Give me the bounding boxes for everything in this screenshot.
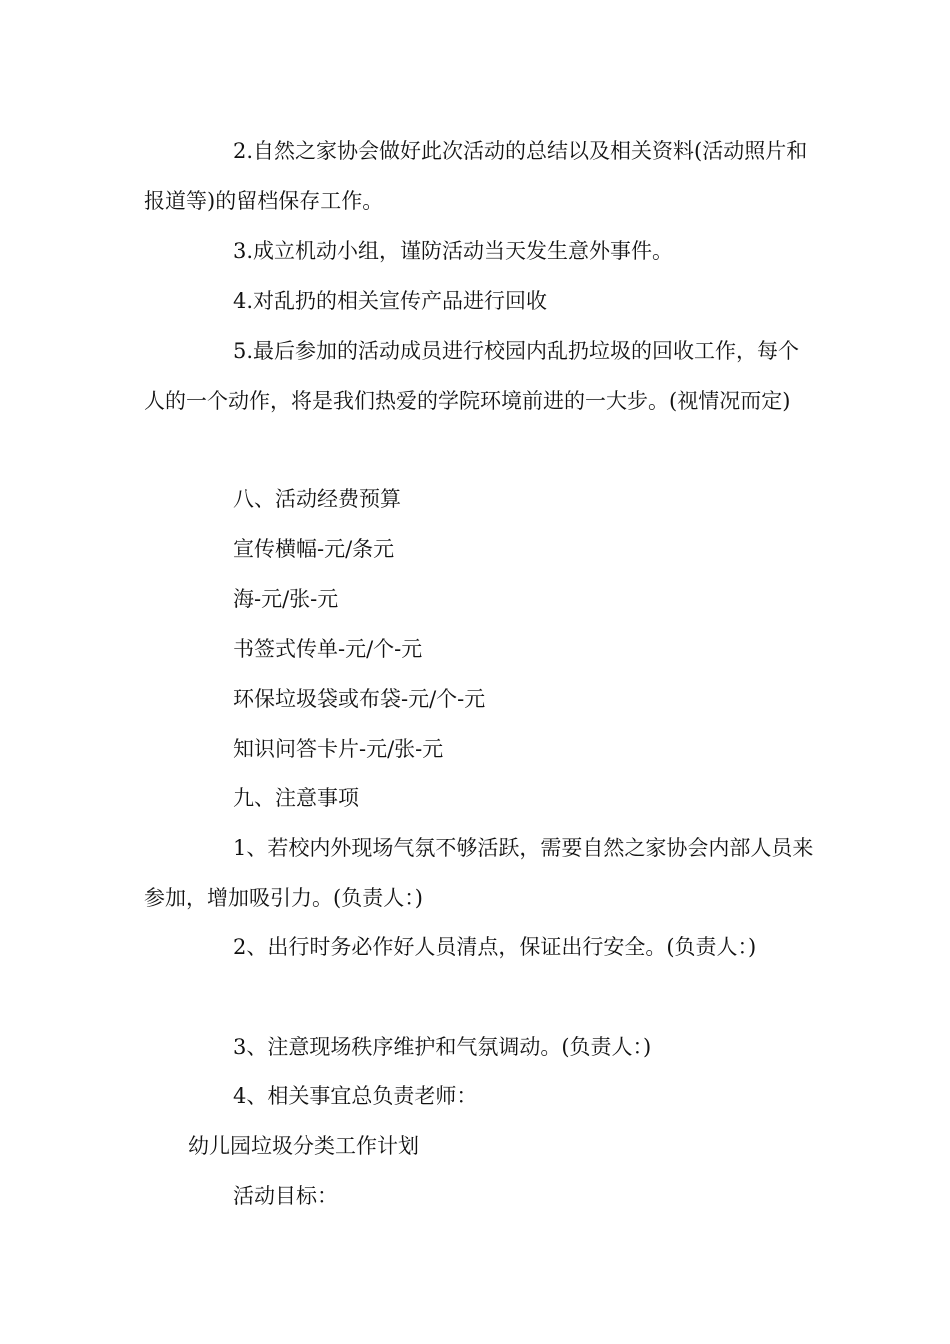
budget-item-eco-bag: 环保垃圾袋或布袋-元/个-元 [233, 687, 486, 711]
budget-item-banner: 宣传横幅-元/条元 [233, 537, 395, 561]
section-heading-notes: 九、注意事项 [233, 786, 359, 810]
paragraph-summary-archive: 2.自然之家协会做好此次活动的总结以及相关资料(活动照片和报道等)的留档保存工作。 [144, 139, 808, 213]
paragraph-campus-cleanup: 5.最后参加的活动成员进行校园内乱扔垃圾的回收工作，每个人的一个动作，将是我们热爱的学院环境前进的一大步。(视情况而定) [144, 339, 800, 413]
paragraph-recycle-products: 4.对乱扔的相关宣传产品进行回收 [233, 289, 548, 313]
section-heading-budget: 八、活动经费预算 [233, 487, 401, 511]
note-item-2: 2、出行时务必作好人员清点，保证出行安全。(负责人：) [233, 935, 757, 959]
budget-item-poster: 海-元/张-元 [233, 587, 339, 611]
note-item-3: 3、注意现场秩序维护和气氛调动。(负责人：) [233, 1035, 652, 1059]
note-item-1: 1、若校内外现场气氛不够活跃，需要自然之家协会内部人员来参加，增加吸引力。(负责人：) [144, 836, 814, 910]
budget-item-bookmark-flyer: 书签式传单-元/个-元 [233, 637, 423, 661]
paragraph-mobile-team: 3.成立机动小组，谨防活动当天发生意外事件。 [233, 239, 674, 263]
activity-goals-heading: 活动目标： [233, 1184, 338, 1208]
budget-item-quiz-card: 知识问答卡片-元/张-元 [233, 737, 444, 761]
note-item-4: 4、相关事宜总负责老师： [233, 1084, 478, 1108]
plan-title: 幼儿园垃圾分类工作计划 [188, 1134, 419, 1158]
